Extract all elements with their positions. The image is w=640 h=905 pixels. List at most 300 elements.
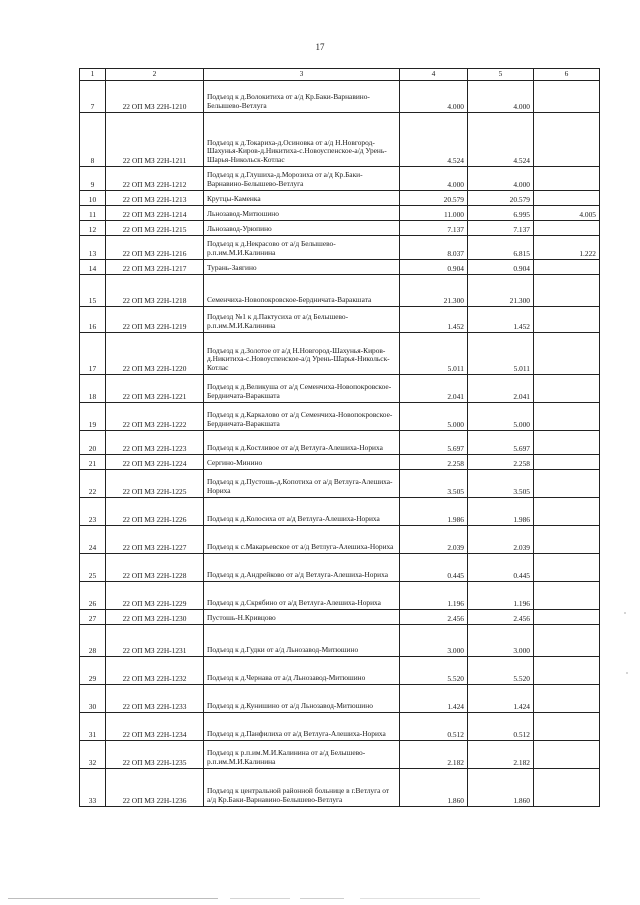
table-row xyxy=(80,554,600,582)
scan-speck xyxy=(626,672,628,674)
hard-surface-length xyxy=(468,526,534,554)
other-surface-length xyxy=(534,685,600,713)
road-code-text: 22 ОП МЗ 22Н-1236 xyxy=(122,796,187,806)
table-row xyxy=(80,713,600,741)
row-number xyxy=(80,403,106,431)
row-number-text: 25 xyxy=(88,571,97,581)
hard-surface-length-text: 7.137 xyxy=(513,225,530,235)
row-number-text: 14 xyxy=(88,264,97,274)
row-number xyxy=(80,582,106,610)
road-code-text: 22 ОП МЗ 22Н-1226 xyxy=(122,515,187,525)
road-code xyxy=(106,81,204,113)
other-surface-length xyxy=(534,333,600,375)
hard-surface-length xyxy=(468,610,534,625)
table-row xyxy=(80,610,600,625)
hard-surface-length xyxy=(468,713,534,741)
road-name xyxy=(204,431,400,455)
total-length xyxy=(400,191,468,206)
road-code xyxy=(106,260,204,275)
scan-speck xyxy=(624,612,626,614)
road-code-text: 22 ОП МЗ 22Н-1225 xyxy=(122,487,187,497)
road-code-text: 22 ОП МЗ 22Н-1234 xyxy=(122,730,187,740)
road-name-text: Льнозавод-Митюшино xyxy=(207,209,279,219)
row-number-text: 30 xyxy=(88,702,97,712)
road-name xyxy=(204,206,400,221)
row-number xyxy=(80,769,106,807)
total-length xyxy=(400,657,468,685)
hard-surface-length xyxy=(468,498,534,526)
table-row xyxy=(80,206,600,221)
road-code-text: 22 ОП МЗ 22Н-1219 xyxy=(122,322,187,332)
road-code xyxy=(106,191,204,206)
total-length xyxy=(400,625,468,657)
hard-surface-length xyxy=(468,582,534,610)
road-code-text: 22 ОП МЗ 22Н-1231 xyxy=(122,646,187,656)
table-row xyxy=(80,455,600,470)
other-surface-length xyxy=(534,582,600,610)
row-number-text: 17 xyxy=(88,364,97,374)
row-number xyxy=(80,554,106,582)
total-length xyxy=(400,307,468,333)
hard-surface-length xyxy=(468,657,534,685)
road-code xyxy=(106,431,204,455)
header-cell-1: 1 xyxy=(80,69,106,81)
road-name-text: Подъезд к с.Макарьевское от а/д Ветлуга-Алешиха-Нориха xyxy=(207,542,394,552)
total-length xyxy=(400,526,468,554)
table-row xyxy=(80,498,600,526)
road-code xyxy=(106,769,204,807)
total-length xyxy=(400,403,468,431)
road-code xyxy=(106,455,204,470)
table-row xyxy=(80,275,600,307)
row-number-text: 27 xyxy=(88,614,97,624)
other-surface-length xyxy=(534,307,600,333)
total-length-text: 3.505 xyxy=(447,487,464,497)
table-row xyxy=(80,333,600,375)
row-number xyxy=(80,741,106,769)
table-row xyxy=(80,625,600,657)
road-code xyxy=(106,333,204,375)
total-length xyxy=(400,498,468,526)
hard-surface-length-text: 1.860 xyxy=(513,796,530,806)
hard-surface-length xyxy=(468,236,534,260)
road-name-text: Крутцы-Каменка xyxy=(207,194,261,204)
hard-surface-length-text: 2.258 xyxy=(513,459,530,469)
total-length-text: 0.512 xyxy=(447,730,464,740)
total-length xyxy=(400,455,468,470)
hard-surface-length-text: 5.520 xyxy=(513,674,530,684)
row-number xyxy=(80,470,106,498)
road-code xyxy=(106,685,204,713)
road-name-text: Подъезд к д.Костливое от а/д Ветлуга-Алешиха-Нориха xyxy=(207,443,383,453)
road-code xyxy=(106,498,204,526)
road-code-text: 22 ОП МЗ 22Н-1222 xyxy=(122,420,187,430)
road-name-text: Сергино-Минино xyxy=(207,458,263,468)
hard-surface-length xyxy=(468,221,534,236)
hard-surface-length xyxy=(468,685,534,713)
table-row xyxy=(80,191,600,206)
table-row xyxy=(80,526,600,554)
road-name xyxy=(204,260,400,275)
total-length xyxy=(400,431,468,455)
row-number xyxy=(80,81,106,113)
road-name xyxy=(204,526,400,554)
row-number-text: 29 xyxy=(88,674,97,684)
row-number-text: 8 xyxy=(90,156,95,166)
road-name-text: Подъезд к д.Скрябино от а/д Ветлуга-Алешиха-Нориха xyxy=(207,598,381,608)
road-name-text: Подъезд к д.Великуша от а/д Семенчиха-Новопокровское-Бердничата-Варакшата xyxy=(207,382,392,401)
road-code-text: 22 ОП МЗ 22Н-1233 xyxy=(122,702,187,712)
row-number-text: 32 xyxy=(88,758,97,768)
road-name xyxy=(204,275,400,307)
row-number-text: 26 xyxy=(88,599,97,609)
road-name xyxy=(204,455,400,470)
table-header-row xyxy=(80,69,600,81)
hard-surface-length-text: 3.000 xyxy=(513,646,530,656)
hard-surface-length-text: 0.512 xyxy=(513,730,530,740)
hard-surface-length xyxy=(468,206,534,221)
total-length xyxy=(400,333,468,375)
other-surface-length xyxy=(534,741,600,769)
road-name xyxy=(204,307,400,333)
row-number xyxy=(80,685,106,713)
hard-surface-length xyxy=(468,741,534,769)
table-row xyxy=(80,769,600,807)
hard-surface-length xyxy=(468,260,534,275)
hard-surface-length xyxy=(468,375,534,403)
other-surface-length xyxy=(534,554,600,582)
road-name-text: Подъезд к д.Пустошь-д.Копотиха от а/д Ветлуга-Алешиха-Нориха xyxy=(207,477,393,496)
total-length-text: 1.986 xyxy=(447,515,464,525)
table-row xyxy=(80,375,600,403)
row-number xyxy=(80,526,106,554)
row-number-text: 16 xyxy=(88,322,97,332)
total-length-text: 11.000 xyxy=(443,210,464,220)
other-surface-length xyxy=(534,498,600,526)
table-row xyxy=(80,81,600,113)
other-surface-length-text: 1.222 xyxy=(579,249,596,259)
table-row xyxy=(80,307,600,333)
road-code-text: 22 ОП МЗ 22Н-1216 xyxy=(122,249,187,259)
road-code-text: 22 ОП МЗ 22Н-1224 xyxy=(122,459,187,469)
total-length-text: 5.520 xyxy=(447,674,464,684)
total-length-text: 0.904 xyxy=(447,264,464,274)
hard-surface-length xyxy=(468,191,534,206)
other-surface-length xyxy=(534,191,600,206)
table-row xyxy=(80,470,600,498)
road-code-text: 22 ОП МЗ 22Н-1223 xyxy=(122,444,187,454)
road-name xyxy=(204,236,400,260)
road-name-text: Подъезд к д.Гудки от а/д Льнозавод-Митюшино xyxy=(207,645,359,655)
road-code-text: 22 ОП МЗ 22Н-1227 xyxy=(122,543,187,553)
road-code xyxy=(106,206,204,221)
other-surface-length xyxy=(534,81,600,113)
header-cell-4: 4 xyxy=(400,69,468,81)
road-name xyxy=(204,685,400,713)
road-code xyxy=(106,526,204,554)
road-code-text: 22 ОП МЗ 22Н-1217 xyxy=(122,264,187,274)
total-length xyxy=(400,713,468,741)
hard-surface-length-text: 5.011 xyxy=(513,364,530,374)
hard-surface-length xyxy=(468,333,534,375)
other-surface-length xyxy=(534,236,600,260)
row-number-text: 13 xyxy=(88,249,97,259)
hard-surface-length-text: 6.815 xyxy=(513,249,530,259)
road-code xyxy=(106,625,204,657)
other-surface-length xyxy=(534,113,600,167)
road-code xyxy=(106,236,204,260)
road-code xyxy=(106,610,204,625)
road-name xyxy=(204,113,400,167)
row-number-text: 15 xyxy=(88,296,97,306)
road-name xyxy=(204,375,400,403)
hard-surface-length-text: 2.456 xyxy=(513,614,530,624)
total-length xyxy=(400,741,468,769)
row-number-text: 7 xyxy=(90,102,95,112)
road-code xyxy=(106,741,204,769)
hard-surface-length-text: 0.445 xyxy=(513,571,530,581)
other-surface-length xyxy=(534,526,600,554)
hard-surface-length-text: 2.039 xyxy=(513,543,530,553)
other-surface-length xyxy=(534,610,600,625)
road-name-text: Подъезд к д.Панфилиха от а/д Ветлуга-Алешиха-Нориха xyxy=(207,729,386,739)
total-length xyxy=(400,610,468,625)
row-number xyxy=(80,713,106,741)
road-name xyxy=(204,403,400,431)
road-name-text: Подъезд к д.Каркалово от а/д Семенчиха-Новопокровское-Бердничата-Варакшата xyxy=(207,410,393,429)
total-length-text: 7.137 xyxy=(447,225,464,235)
road-code xyxy=(106,375,204,403)
road-name-text: Подъезд к д.Кунишино от а/д Льнозавод-Митюшино xyxy=(207,701,373,711)
road-name-text: Подъезд к д.Волокитиха от а/д Кр.Баки-Варнавино-Белышево-Ветлуга xyxy=(207,92,370,111)
row-number xyxy=(80,307,106,333)
row-number-text: 22 xyxy=(88,487,97,497)
total-length xyxy=(400,113,468,167)
table-row xyxy=(80,582,600,610)
road-name xyxy=(204,470,400,498)
other-surface-length xyxy=(534,403,600,431)
total-length xyxy=(400,582,468,610)
total-length xyxy=(400,206,468,221)
hard-surface-length-text: 1.196 xyxy=(513,599,530,609)
header-cell-3: 3 xyxy=(204,69,400,81)
other-surface-length xyxy=(534,455,600,470)
row-number xyxy=(80,455,106,470)
header-cell-6: 6 xyxy=(534,69,600,81)
road-name xyxy=(204,498,400,526)
total-length-text: 2.039 xyxy=(447,543,464,553)
row-number xyxy=(80,191,106,206)
road-code xyxy=(106,167,204,191)
road-name-text: Семенчиха-Новопокровское-Бердничата-Варакшата xyxy=(207,295,372,305)
hard-surface-length xyxy=(468,554,534,582)
total-length xyxy=(400,260,468,275)
road-code xyxy=(106,470,204,498)
hard-surface-length-text: 5.000 xyxy=(513,420,530,430)
road-code-text: 22 ОП МЗ 22Н-1230 xyxy=(122,614,187,624)
road-name-text: Подъезд к д.Колосиха от а/д Ветлуга-Алешиха-Нориха xyxy=(207,514,380,524)
road-name xyxy=(204,657,400,685)
other-surface-length xyxy=(534,625,600,657)
road-name-text: Подъезд к д.Некрасово от а/д Белышево-р.п.им.М.И.Калинина xyxy=(207,239,336,258)
other-surface-length xyxy=(534,206,600,221)
hard-surface-length-text: 1.452 xyxy=(513,322,530,332)
table-row xyxy=(80,403,600,431)
hard-surface-length xyxy=(468,431,534,455)
row-number-text: 31 xyxy=(88,730,97,740)
road-name-text: Подъезд к д.Глушиха-д.Морозиха от а/д Кр.Баки-Варнавино-Белышево-Ветлуга xyxy=(207,170,363,189)
row-number-text: 21 xyxy=(88,459,97,469)
hard-surface-length-text: 4.000 xyxy=(513,180,530,190)
road-name xyxy=(204,333,400,375)
road-name xyxy=(204,713,400,741)
row-number-text: 10 xyxy=(88,195,97,205)
road-name-text: Пустошь-Н.Кривцово xyxy=(207,613,276,623)
road-name-text: Подъезд к р.п.им.М.И.Калинина от а/д Белышево-р.п.им.М.И.Калинина xyxy=(207,748,366,767)
table-row xyxy=(80,741,600,769)
total-length xyxy=(400,375,468,403)
row-number xyxy=(80,206,106,221)
total-length-text: 2.041 xyxy=(447,392,464,402)
hard-surface-length xyxy=(468,625,534,657)
road-code-text: 22 ОП МЗ 22Н-1232 xyxy=(122,674,187,684)
row-number xyxy=(80,431,106,455)
row-number xyxy=(80,113,106,167)
other-surface-length-text: 4.005 xyxy=(579,210,596,220)
total-length-text: 1.196 xyxy=(447,599,464,609)
total-length-text: 21.300 xyxy=(443,296,464,306)
row-number-text: 12 xyxy=(88,225,97,235)
scan-footer-line xyxy=(0,898,640,899)
total-length-text: 1.452 xyxy=(447,322,464,332)
row-number xyxy=(80,375,106,403)
hard-surface-length-text: 2.182 xyxy=(513,758,530,768)
road-name xyxy=(204,221,400,236)
road-name-text: Подъезд №1 к д.Пактусиха от а/д Белышево-р.п.им.М.И.Калинина xyxy=(207,312,349,331)
total-length-text: 1.424 xyxy=(447,702,464,712)
road-code xyxy=(106,657,204,685)
road-name xyxy=(204,741,400,769)
row-number xyxy=(80,333,106,375)
total-length-text: 5.000 xyxy=(447,420,464,430)
hard-surface-length-text: 4.524 xyxy=(513,156,530,166)
row-number-text: 9 xyxy=(90,180,95,190)
row-number-text: 23 xyxy=(88,515,97,525)
other-surface-length xyxy=(534,167,600,191)
row-number xyxy=(80,275,106,307)
row-number xyxy=(80,236,106,260)
row-number-text: 18 xyxy=(88,392,97,402)
road-code xyxy=(106,275,204,307)
row-number-text: 28 xyxy=(88,646,97,656)
other-surface-length xyxy=(534,470,600,498)
other-surface-length xyxy=(534,713,600,741)
total-length-text: 8.037 xyxy=(447,249,464,259)
table-row xyxy=(80,221,600,236)
road-name xyxy=(204,625,400,657)
row-number-text: 33 xyxy=(88,796,97,806)
total-length-text: 4.524 xyxy=(447,156,464,166)
header-cell-2: 2 xyxy=(106,69,204,81)
total-length xyxy=(400,685,468,713)
road-code-text: 22 ОП МЗ 22Н-1229 xyxy=(122,599,187,609)
total-length xyxy=(400,769,468,807)
page-number: 17 xyxy=(315,42,325,52)
hard-surface-length-text: 2.041 xyxy=(513,392,530,402)
total-length-text: 4.000 xyxy=(447,180,464,190)
road-name xyxy=(204,582,400,610)
road-name xyxy=(204,610,400,625)
road-code xyxy=(106,554,204,582)
other-surface-length xyxy=(534,431,600,455)
road-code-text: 22 ОП МЗ 22Н-1218 xyxy=(122,296,187,306)
road-code-text: 22 ОП МЗ 22Н-1220 xyxy=(122,364,187,374)
road-code-text: 22 ОП МЗ 22Н-1213 xyxy=(122,195,187,205)
total-length-text: 2.182 xyxy=(447,758,464,768)
row-number xyxy=(80,221,106,236)
total-length-text: 3.000 xyxy=(447,646,464,656)
road-code-text: 22 ОП МЗ 22Н-1214 xyxy=(122,210,187,220)
hard-surface-length xyxy=(468,275,534,307)
row-number-text: 19 xyxy=(88,420,97,430)
hard-surface-length-text: 21.300 xyxy=(509,296,530,306)
total-length-text: 1.860 xyxy=(447,796,464,806)
hard-surface-length-text: 1.986 xyxy=(513,515,530,525)
road-code-text: 22 ОП МЗ 22Н-1212 xyxy=(122,180,187,190)
road-name-text: Подъезд к д.Токариха-д.Осиновка от а/д Н.Новгород-Шахунья-Киров-д.Никитиха-с.Новоуспенское-а/д Урень-Шарья-Никольск-Котлас xyxy=(207,137,387,165)
hard-surface-length xyxy=(468,167,534,191)
road-name xyxy=(204,81,400,113)
total-length xyxy=(400,81,468,113)
table-row xyxy=(80,657,600,685)
hard-surface-length-text: 4.000 xyxy=(513,102,530,112)
row-number-text: 11 xyxy=(88,210,97,220)
header-cell-5: 5 xyxy=(468,69,534,81)
road-name-text: Подъезд к д.Чернава от а/д Льнозавод-Митюшино xyxy=(207,673,366,683)
total-length xyxy=(400,470,468,498)
road-code xyxy=(106,713,204,741)
hard-surface-length xyxy=(468,455,534,470)
road-name-text: Льнозавод-Урюпино xyxy=(207,224,272,234)
hard-surface-length xyxy=(468,81,534,113)
row-number-text: 24 xyxy=(88,543,97,553)
total-length xyxy=(400,275,468,307)
total-length xyxy=(400,554,468,582)
table-row xyxy=(80,685,600,713)
total-length xyxy=(400,236,468,260)
hard-surface-length-text: 20.579 xyxy=(509,195,530,205)
table-body xyxy=(80,81,600,807)
road-code-text: 22 ОП МЗ 22Н-1235 xyxy=(122,758,187,768)
hard-surface-length xyxy=(468,403,534,431)
road-code xyxy=(106,582,204,610)
table-row xyxy=(80,236,600,260)
total-length-text: 2.456 xyxy=(447,614,464,624)
table-row xyxy=(80,431,600,455)
hard-surface-length-text: 6.995 xyxy=(513,210,530,220)
road-name-text: Подъезд к центральной районной больнице в г.Ветлуга от а/д Кр.Баки-Варнавино-Белышево-Ветлуга xyxy=(207,786,390,805)
total-length-text: 5.011 xyxy=(447,364,464,374)
other-surface-length xyxy=(534,375,600,403)
row-number xyxy=(80,498,106,526)
row-number xyxy=(80,260,106,275)
road-name xyxy=(204,191,400,206)
road-name xyxy=(204,167,400,191)
total-length xyxy=(400,167,468,191)
road-name-text: Подъезд к д.Золотое от а/д Н.Новгород-Шахунья-Киров-д.Никитиха-с.Новоуспенское-а/д Урень-Шарья-Никольск-Котлас xyxy=(207,345,390,373)
other-surface-length xyxy=(534,657,600,685)
hard-surface-length-text: 1.424 xyxy=(513,702,530,712)
